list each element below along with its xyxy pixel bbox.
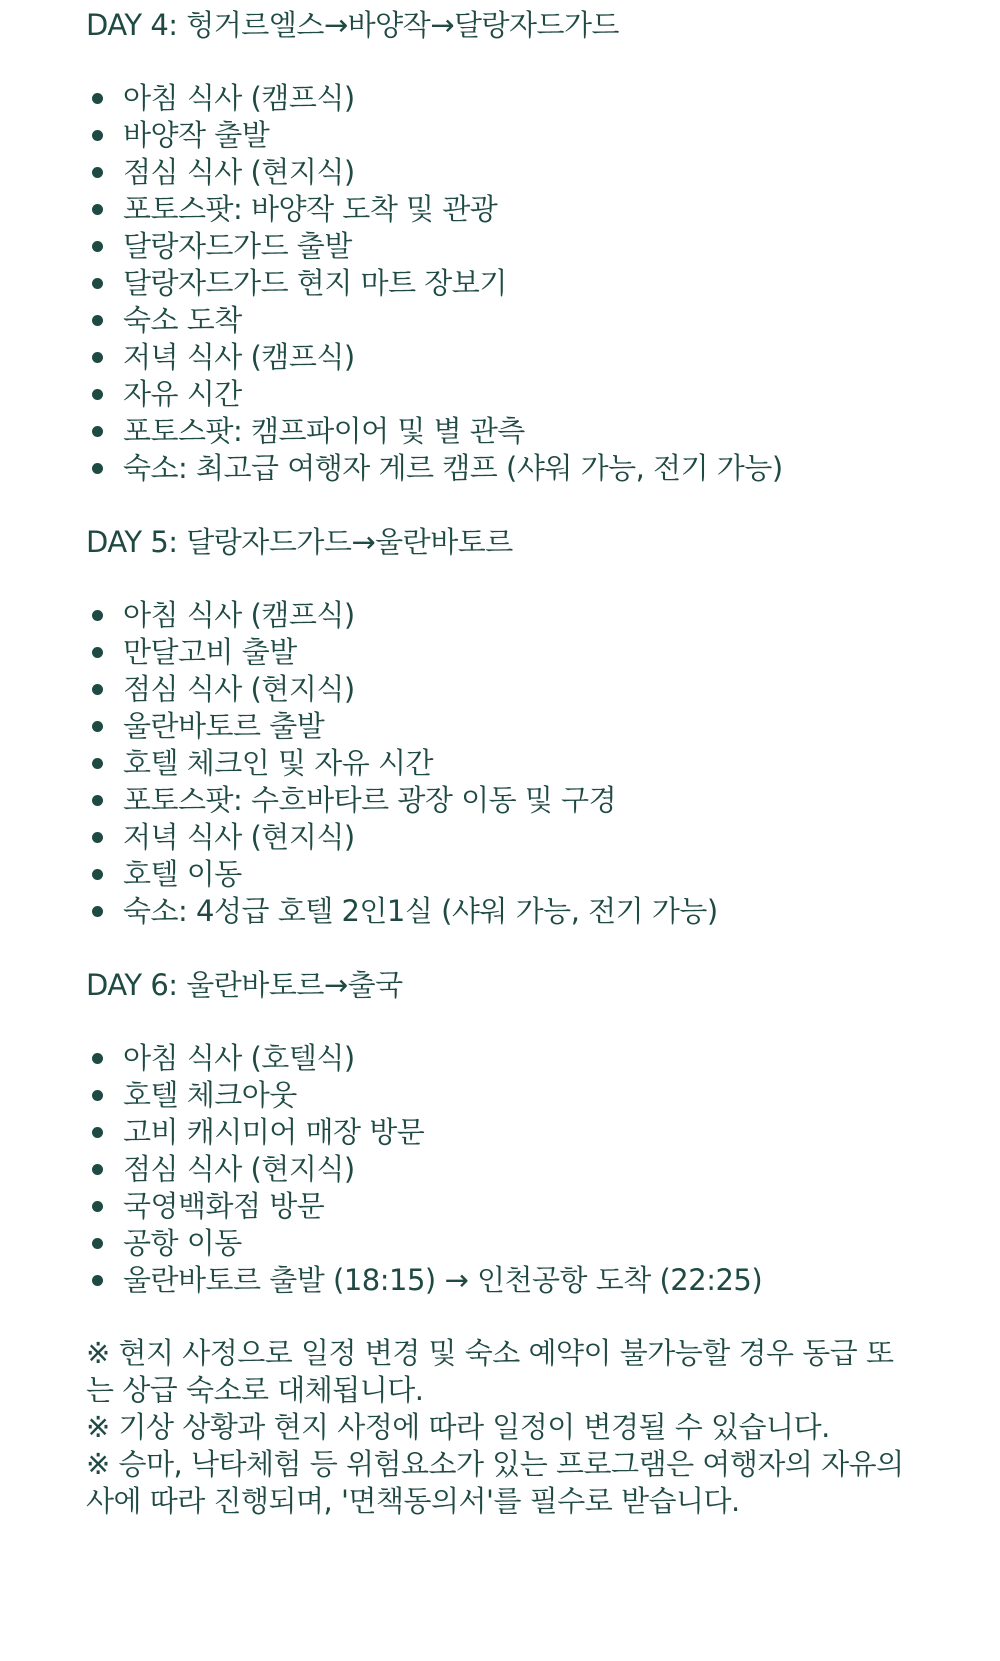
bullet-icon: [92, 352, 103, 363]
list-item-text: 아침 식사 (캠프식): [123, 598, 355, 632]
note-line: ※ 기상 상황과 현지 사정에 따라 일정이 변경될 수 있습니다.: [86, 1410, 830, 1444]
bullet-icon: [92, 906, 103, 917]
list-item: [86, 376, 946, 413]
list-item: [86, 708, 946, 745]
list-item-text: 점심 식사 (현지식): [123, 155, 355, 189]
list-item: [86, 1225, 946, 1262]
bullet-icon: [92, 1201, 103, 1212]
bullet-icon: [92, 204, 103, 215]
list-item: [86, 1262, 946, 1299]
list-item-text: 저녁 식사 (현지식): [123, 820, 355, 854]
list-item-text: 포토스팟: 바양작 도착 및 관광: [123, 192, 498, 226]
bullet-icon: [92, 1164, 103, 1175]
list-item: [86, 265, 946, 302]
day-6-title: DAY 6: 울란바토르→출국: [86, 968, 403, 1002]
list-item-text: 울란바토르 출발 (18:15) → 인천공항 도착 (22:25): [123, 1263, 763, 1297]
list-item-text: 국영백화점 방문: [123, 1189, 325, 1223]
bullet-icon: [92, 389, 103, 400]
note-line: 는 상급 숙소로 대체됩니다.: [86, 1373, 424, 1407]
day-6-items: [86, 1040, 946, 1299]
list-item: [86, 1151, 946, 1188]
list-item: [86, 671, 946, 708]
bullet-icon: [92, 795, 103, 806]
bullet-icon: [92, 1238, 103, 1249]
note-line: ※ 승마, 낙타체험 등 위험요소가 있는 프로그램은 여행자의 자유의: [86, 1447, 904, 1481]
list-item-text: 바양작 출발: [123, 118, 270, 152]
notes-section: [86, 1335, 946, 1520]
list-item-text: 고비 캐시미어 매장 방문: [123, 1115, 425, 1149]
list-item: [86, 597, 946, 634]
list-item: [86, 634, 946, 671]
list-item-text: 울란바토르 출발: [123, 709, 325, 743]
list-item: [86, 413, 946, 450]
note-line: 사에 따라 진행되며, '면책동의서'를 필수로 받습니다.: [86, 1484, 740, 1518]
list-item: [86, 339, 946, 376]
day-5-title: DAY 5: 달랑자드가드→울란바토르: [86, 525, 513, 559]
list-item-text: 숙소: 4성급 호텔 2인1실 (샤워 가능, 전기 가능): [123, 894, 718, 928]
day-4-section: [86, 6, 946, 487]
list-item-text: 포토스팟: 캠프파이어 및 별 관측: [123, 414, 525, 448]
itinerary-content: [86, 6, 946, 1520]
list-item: [86, 893, 946, 930]
list-item: [86, 782, 946, 819]
day-5-section: [86, 523, 946, 930]
list-item-text: 만달고비 출발: [123, 635, 297, 669]
bullet-icon: [92, 1127, 103, 1138]
list-item-text: 아침 식사 (호텔식): [123, 1041, 355, 1075]
list-item-text: 호텔 체크아웃: [123, 1078, 297, 1112]
list-item-text: 달랑자드가드 출발: [123, 229, 352, 263]
list-item: [86, 856, 946, 893]
bullet-icon: [92, 1090, 103, 1101]
bullet-icon: [92, 167, 103, 178]
bullet-icon: [92, 721, 103, 732]
list-item: [86, 117, 946, 154]
list-item-text: 포토스팟: 수흐바타르 광장 이동 및 구경: [123, 783, 617, 817]
list-item-text: 아침 식사 (캠프식): [123, 81, 355, 115]
list-item: [86, 745, 946, 782]
day-4-items: [86, 80, 946, 487]
note-line: ※ 현지 사정으로 일정 변경 및 숙소 예약이 불가능할 경우 동급 또: [86, 1336, 894, 1370]
list-item-text: 달랑자드가드 현지 마트 장보기: [123, 266, 507, 300]
list-item: [86, 819, 946, 856]
bullet-icon: [92, 315, 103, 326]
list-item: [86, 191, 946, 228]
list-item-text: 자유 시간: [123, 377, 242, 411]
day-4-title: DAY 4: 헝거르엘스→바양작→달랑자드가드: [86, 8, 620, 42]
bullet-icon: [92, 278, 103, 289]
bullet-icon: [92, 869, 103, 880]
bullet-icon: [92, 758, 103, 769]
list-item-text: 점심 식사 (현지식): [123, 672, 355, 706]
bullet-icon: [92, 130, 103, 141]
list-item: [86, 1114, 946, 1151]
bullet-icon: [92, 1053, 103, 1064]
list-item-text: 호텔 체크인 및 자유 시간: [123, 746, 434, 780]
day-6-section: [86, 966, 946, 1299]
list-item-text: 호텔 이동: [123, 857, 242, 891]
list-item: [86, 1077, 946, 1114]
bullet-icon: [92, 832, 103, 843]
bullet-icon: [92, 241, 103, 252]
list-item-text: 숙소: 최고급 여행자 게르 캠프 (샤워 가능, 전기 가능): [123, 451, 783, 485]
list-item-text: 저녁 식사 (캠프식): [123, 340, 355, 374]
bullet-icon: [92, 610, 103, 621]
list-item: [86, 450, 946, 487]
bullet-icon: [92, 647, 103, 658]
list-item-text: 숙소 도착: [123, 303, 242, 337]
list-item: [86, 302, 946, 339]
day-5-items: [86, 597, 946, 930]
list-item: [86, 1188, 946, 1225]
list-item-text: 점심 식사 (현지식): [123, 1152, 355, 1186]
list-item: [86, 154, 946, 191]
bullet-icon: [92, 426, 103, 437]
list-item-text: 공항 이동: [123, 1226, 242, 1260]
bullet-icon: [92, 1275, 103, 1286]
bullet-icon: [92, 684, 103, 695]
bullet-icon: [92, 93, 103, 104]
list-item: [86, 1040, 946, 1077]
list-item: [86, 228, 946, 265]
bullet-icon: [92, 463, 103, 474]
list-item: [86, 80, 946, 117]
